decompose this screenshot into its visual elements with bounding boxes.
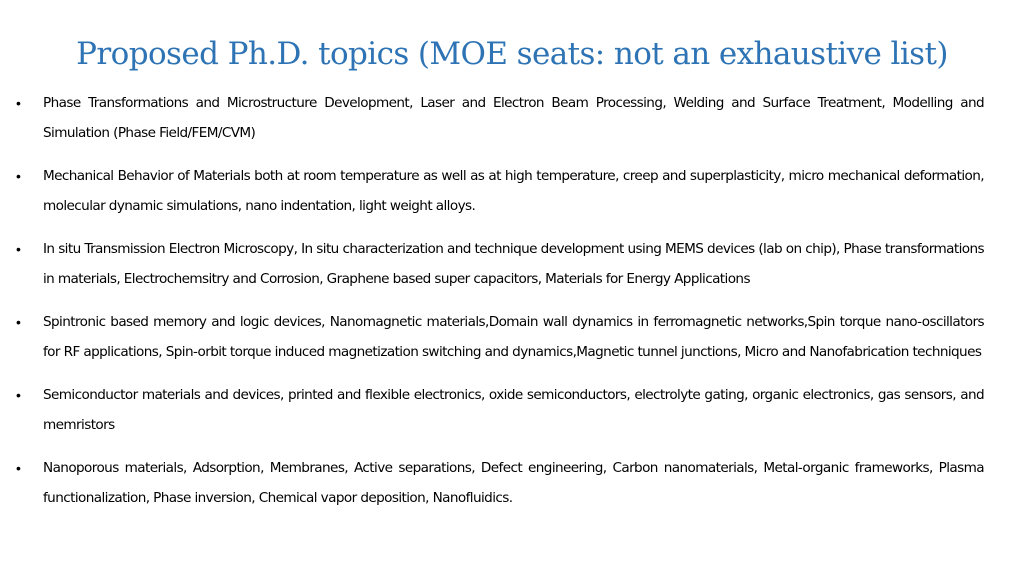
bullet-icon: •: [16, 241, 21, 257]
topic-text: Semiconductor materials and devices, printed and flexible electronics, oxide semiconductors, electrolyte gating, organic electronics, gas sensors, and memristors: [43, 387, 984, 433]
topic-item-nanoporous-materials: [16, 453, 984, 513]
topic-list: [16, 88, 984, 526]
topic-item-in-situ-tem: [16, 234, 984, 294]
slide-title: Proposed Ph.D. topics (MOE seats: not an exhaustive list): [76, 36, 948, 72]
bullet-icon: •: [16, 168, 21, 184]
bullet-icon: •: [16, 314, 21, 330]
topic-text: Spintronic based memory and logic devices, Nanomagnetic materials,Domain wall dynamics in ferromagnetic networks,Spin torque nano-oscillators for RF applications, Spin-orbit torque induced magnetization switching and dynamics,Magnetic tunnel junctions, Micro and Nanofabrication techniques: [43, 314, 984, 360]
bullet-icon: •: [16, 460, 21, 476]
topic-text: Nanoporous materials, Adsorption, Membranes, Active separations, Defect engineering, Carbon nanomaterials, Metal-organic frameworks, Plasma functionalization, Phase inversion, Chemical vapor deposition, Nanofluidics.: [43, 460, 984, 506]
topic-text: Mechanical Behavior of Materials both at room temperature as well as at high temperature, creep and superplasticity, micro mechanical deformation, molecular dynamic simulations, nano indentation, light weight alloys.: [43, 168, 984, 214]
topic-text: Phase Transformations and Microstructure Development, Laser and Electron Beam Processing, Welding and Surface Treatment, Modelling and Simulation (Phase Field/FEM/CVM): [43, 95, 984, 141]
topic-item-phase-transformations: [16, 88, 984, 148]
bullet-icon: •: [16, 387, 21, 403]
topic-item-mechanical-behavior: [16, 161, 984, 221]
bullet-icon: •: [16, 95, 21, 111]
topic-item-spintronics: [16, 307, 984, 367]
topic-text: In situ Transmission Electron Microscopy, In situ characterization and technique development using MEMS devices (lab on chip), Phase transformations in materials, Electrochemsitry and Corrosion, Graphene based super capacitors, Materials for Energy Applications: [43, 241, 984, 287]
topic-item-semiconductors: [16, 380, 984, 440]
